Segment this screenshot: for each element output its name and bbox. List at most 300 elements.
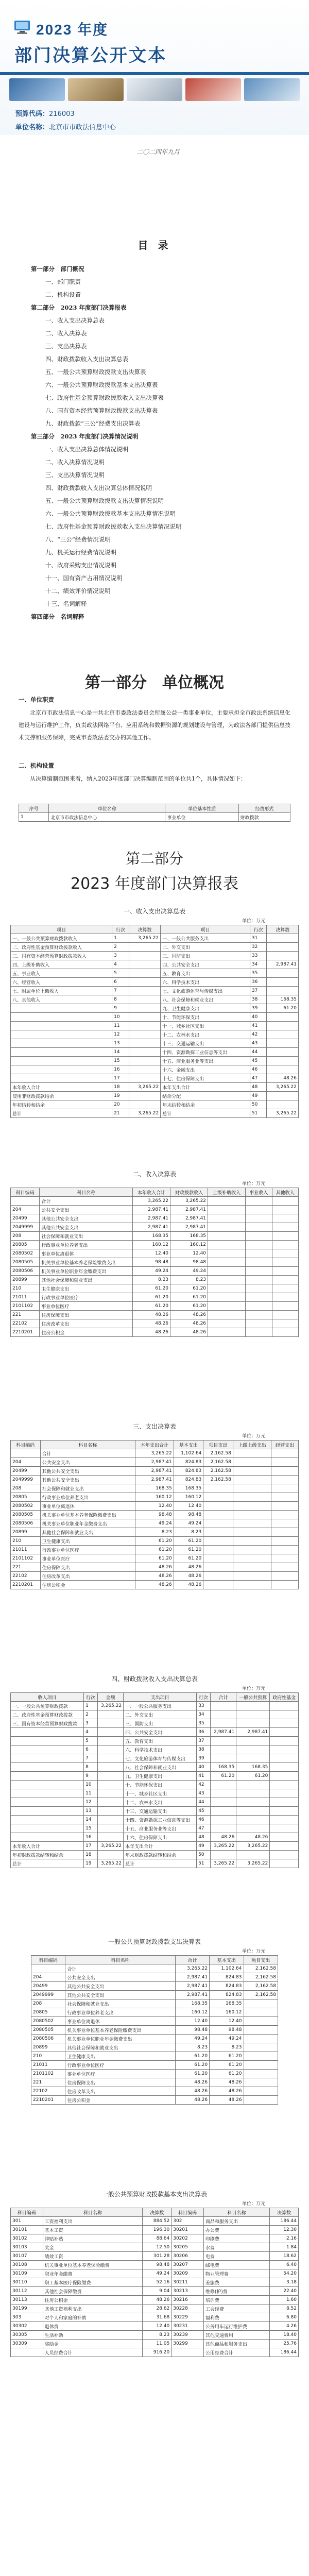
unit-name-line: [15, 122, 116, 131]
table-cell: 7: [112, 987, 129, 995]
table-cell: 37: [250, 987, 267, 995]
table-cell: [129, 1030, 160, 1039]
table-cell: [11, 1816, 84, 1824]
table-row: [11, 1293, 299, 1302]
table-row: [31, 2017, 278, 2026]
table-cell: 1.60: [269, 2296, 298, 2304]
table-cell: 2,162.58: [244, 1991, 278, 1999]
table-cell: 33: [250, 952, 267, 960]
table-row: [11, 934, 299, 943]
table-cell: 一、一般公共服务支出: [124, 1702, 197, 1710]
table-cell: 2,987.41: [175, 1973, 209, 1982]
table-cell: 8: [112, 995, 129, 1004]
table-cell: 34: [250, 960, 267, 969]
table-cell: [246, 1232, 272, 1241]
table-cell: 52.16: [143, 2278, 171, 2287]
part1-heading: 第一部分 单位概况: [85, 674, 224, 692]
table-cell: 住房公积金: [65, 2096, 175, 2105]
table-cell: [270, 1798, 299, 1807]
table-cell: [233, 1493, 271, 1502]
table-row: [11, 1241, 299, 1249]
table-cell: 2210201: [31, 2096, 65, 2105]
table-cell: [233, 1519, 271, 1528]
table-cell: 九、卫生健康支出: [161, 1004, 250, 1013]
table-cell: 行政事业单位医疗: [40, 1293, 133, 1302]
toc-item: 四、财政拨款收入支出决算总体情况说明: [45, 484, 152, 492]
table-cell: 33: [197, 1702, 211, 1710]
table-cell: [270, 1710, 299, 1719]
table-cell: 98.48: [210, 2026, 244, 2035]
table-row: [11, 1458, 299, 1467]
table-cell: 8.23: [175, 2043, 209, 2052]
table-cell: [267, 1048, 299, 1057]
toc-item: 第二部分 2023 年度部门决算报表: [31, 304, 127, 311]
table-cell: [246, 1284, 272, 1293]
table-cell: 43: [197, 1789, 211, 1798]
table-cell: [129, 1013, 160, 1022]
table-cell: 8.23: [133, 1276, 170, 1284]
table-cell: [129, 1057, 160, 1065]
table-cell: 30305: [11, 2331, 43, 2340]
table-row: [31, 2070, 278, 2078]
table-cell: 301.28: [143, 2252, 171, 2261]
table-cell: [208, 1267, 246, 1276]
table-cell: 3.18: [269, 2278, 298, 2287]
table-cell: [11, 1745, 84, 1754]
table-cell: 其他工资福利支出: [43, 2304, 143, 2313]
table-cell: 196.30: [143, 2226, 171, 2234]
table-cell: 160.12: [135, 1493, 174, 1502]
table-cell: 14: [84, 1816, 98, 1824]
table-cell: 生活补助: [43, 2331, 143, 2340]
table-cell: 6: [112, 978, 129, 987]
table-cell: 98.48: [143, 2261, 171, 2269]
table-cell: 61.20: [174, 1537, 203, 1546]
table-cell: 5: [112, 969, 129, 978]
table-cell: 61.20: [210, 2061, 244, 2070]
header-photo-strip: [9, 78, 300, 101]
table-cell: 卫生健康支出: [40, 1284, 133, 1293]
table-cell: 98.48: [175, 2026, 209, 2035]
table-cell: 三、国防支出: [124, 1719, 197, 1728]
toc-item: 五、一般公共预算财政拨款支出决算表: [45, 368, 146, 376]
table-cell: [129, 995, 160, 1004]
table-cell: 住房改革支出: [40, 1319, 133, 1328]
table1-caption: 一、收入支出决算总表: [123, 908, 185, 915]
table-cell: [97, 1816, 123, 1824]
table-cell: 1,102.64: [210, 1964, 244, 1973]
table-cell: 824.83: [210, 1973, 244, 1982]
table-row: [11, 1302, 299, 1311]
table-cell: 31: [250, 934, 267, 943]
table-cell: [271, 1476, 299, 1484]
table-cell: [244, 2052, 278, 2061]
table-cell: [270, 1781, 299, 1789]
table-cell: 七、文化旅游体育与传媒支出: [161, 987, 250, 995]
table-cell: 2101102: [31, 2070, 65, 2078]
table-cell: 30199: [11, 2304, 43, 2313]
table-cell: [270, 1789, 299, 1798]
table-cell: 88.64: [143, 2234, 171, 2243]
table-cell: [233, 1484, 271, 1493]
table-cell: 49.24: [170, 1267, 208, 1276]
table-row: [11, 1754, 299, 1763]
table-cell: 2,987.41: [135, 1467, 174, 1476]
table-cell: [271, 1546, 299, 1554]
table-cell: [236, 1719, 270, 1728]
fiscal-summary-table: [10, 1692, 299, 1868]
table-cell: [267, 952, 299, 960]
table-cell: 168.35: [210, 1763, 236, 1772]
table-cell: 18: [84, 1851, 98, 1859]
table-row: [11, 1039, 299, 1048]
table-cell: 61.20: [135, 1554, 174, 1563]
table-cell: [272, 1232, 299, 1241]
table-cell: 福利费: [203, 2313, 269, 2322]
table-row: [11, 1197, 299, 1206]
table-cell: 二、政府性基金预算财政拨款收入: [11, 943, 112, 952]
table-cell: 20: [112, 1100, 129, 1109]
table-cell: 48.26: [210, 2078, 244, 2087]
table-cell: 30211: [171, 2278, 204, 2287]
table-row: [11, 1022, 299, 1030]
table-cell: 48.26: [143, 2296, 171, 2304]
table-cell: 事业单位离退休: [65, 2017, 175, 2026]
table-cell: 51: [197, 1859, 211, 1868]
table-cell: [210, 1719, 236, 1728]
table-cell: 21011: [11, 1546, 41, 1554]
table-cell: 12.50: [143, 2243, 171, 2252]
table-row: [11, 1745, 299, 1754]
table-cell: [270, 1702, 299, 1710]
table-cell: 2,987.41: [133, 1214, 170, 1223]
table-cell: 其他公共安全支出: [65, 1982, 175, 1991]
table-cell: 二、外交支出: [124, 1710, 197, 1719]
table-cell: [270, 1763, 299, 1772]
table-cell: 30229: [171, 2313, 204, 2322]
table-cell: 48.26: [135, 1572, 174, 1581]
table-cell: 3,265.22: [267, 1109, 299, 1118]
table-cell: 7: [84, 1754, 98, 1763]
table-cell: 40: [250, 1013, 267, 1022]
table-row: [11, 1223, 299, 1232]
table-cell: 3,265.22: [267, 1083, 299, 1092]
table-cell: 八、社会保障和就业支出: [124, 1763, 197, 1772]
table-cell: [203, 1511, 233, 1519]
table-cell: [271, 1502, 299, 1511]
table-cell: [271, 1528, 299, 1537]
table-header-cell: 经费形式: [238, 804, 290, 813]
table-cell: 38: [250, 995, 267, 1004]
table-cell: 160.12: [210, 2008, 244, 2017]
table-cell: 3,265.22: [210, 1842, 236, 1851]
table-cell: [267, 987, 299, 995]
table-cell: 3,265.22: [175, 1964, 209, 1973]
table-cell: 48.26: [174, 1572, 203, 1581]
table-header-cell: 政府性基金: [270, 1693, 299, 1702]
table-cell: 824.83: [210, 1991, 244, 1999]
table-cell: [11, 1737, 84, 1745]
table-cell: 九、卫生健康支出: [124, 1772, 197, 1781]
table-cell: 35: [250, 969, 267, 978]
table-cell: [233, 1563, 271, 1572]
table-cell: 19: [84, 1859, 98, 1868]
table-header-row: [11, 2208, 299, 2217]
table-cell: 21: [112, 1109, 129, 1118]
table-cell: 商品和服务支出: [203, 2217, 269, 2226]
table-cell: 十、节能环保支出: [161, 1013, 250, 1022]
table-header-cell: 科目编码: [11, 1188, 40, 1197]
table-cell: [203, 1581, 233, 1589]
table-cell: 年末结转和结余: [161, 1100, 250, 1109]
table-cell: 2080506: [11, 1267, 40, 1276]
table-cell: 9: [112, 1004, 129, 1013]
table-cell: 机关事业单位职业年金缴费支出: [40, 1267, 133, 1276]
table-cell: 35: [197, 1719, 211, 1728]
cover-header: [0, 0, 309, 135]
table-row: [11, 1581, 299, 1589]
table-cell: [208, 1241, 246, 1249]
table-row: [11, 1842, 299, 1851]
toc-item: 一、收入支出决算总表: [45, 317, 105, 324]
table-row: [11, 969, 299, 978]
table-cell: [233, 1528, 271, 1537]
table-cell: 36: [197, 1728, 211, 1737]
table-cell: 十五、商业服务业等支出: [161, 1057, 250, 1065]
table-cell: 49.24: [210, 2035, 244, 2043]
table-cell: [246, 1206, 272, 1214]
table-cell: 44: [250, 1048, 267, 1057]
table-cell: 2: [84, 1710, 98, 1719]
table-cell: [11, 1065, 112, 1074]
table-cell: [129, 1074, 160, 1083]
table-cell: 机关事业单位职业年金缴费支出: [40, 1519, 135, 1528]
table-cell: 61.20: [174, 1554, 203, 1563]
table-row: [11, 2269, 299, 2278]
table-cell: [203, 1484, 233, 1493]
table-cell: [208, 1214, 246, 1223]
table-row: [31, 1964, 278, 1973]
table-row: [11, 1816, 299, 1824]
table-cell: [272, 1319, 299, 1328]
table-header-cell: 项目: [11, 925, 112, 934]
table-header-cell: 科目编码: [31, 1956, 65, 1964]
table-cell: [210, 1745, 236, 1754]
table-cell: 2049999: [11, 1476, 41, 1484]
table-row: [31, 1982, 278, 1991]
table-cell: 39: [197, 1754, 211, 1763]
table-cell: 303: [11, 2313, 43, 2322]
toc-title: 目 录: [138, 239, 171, 251]
table-cell: 八、社会保障和就业支出: [161, 995, 250, 1004]
table-cell: [203, 1537, 233, 1546]
table-cell: 工资福利支出: [43, 2217, 143, 2226]
table-cell: 合计: [40, 1197, 133, 1206]
table-cell: 48: [250, 1083, 267, 1092]
table-cell: [271, 1458, 299, 1467]
table-cell: [129, 987, 160, 995]
toc-list: [31, 263, 288, 623]
table-header-cell: 本年收入合计: [133, 1188, 170, 1197]
table6-unit: 单位：万元: [242, 2201, 266, 2207]
table-cell: [11, 1074, 112, 1083]
table-cell: 8.52: [269, 2304, 298, 2313]
table-cell: 总计: [124, 1859, 197, 1868]
table-cell: 3,265.22: [170, 1197, 208, 1206]
table-cell: [129, 1039, 160, 1048]
table-cell: 四、公共安全支出: [124, 1728, 197, 1737]
table-cell: 3,265.22: [97, 1859, 123, 1868]
table-cell: [236, 1851, 270, 1859]
table-cell: 奖金: [43, 2243, 143, 2252]
table-cell: [129, 1065, 160, 1074]
table-cell: [97, 1728, 123, 1737]
table-cell: [233, 1476, 271, 1484]
table-cell: [271, 1581, 299, 1589]
table-row: [11, 1859, 299, 1868]
table-cell: [271, 1519, 299, 1528]
table-row: [31, 2043, 278, 2052]
table-row: [11, 1502, 299, 1511]
table-cell: 五、教育支出: [124, 1737, 197, 1745]
table-cell: 49.24: [143, 2269, 171, 2278]
table-cell: 47: [250, 1074, 267, 1083]
table-cell: [270, 1754, 299, 1763]
table-cell: [11, 1833, 84, 1842]
table-cell: [272, 1328, 299, 1337]
table-cell: 机关事业单位基本养老保险缴费: [43, 2261, 143, 2269]
table-cell: 61.20: [267, 1004, 299, 1013]
table-cell: 公共安全支出: [40, 1206, 133, 1214]
table-cell: 总计: [161, 1109, 250, 1118]
table-cell: [129, 1092, 160, 1100]
table-cell: [271, 1449, 299, 1458]
table-cell: [11, 1039, 112, 1048]
table-row: [31, 1991, 278, 1999]
table-cell: 1,102.64: [174, 1449, 203, 1458]
table-cell: 48.26: [236, 1833, 270, 1842]
table-cell: 水费: [203, 2243, 269, 2252]
table-cell: 30201: [171, 2226, 204, 2234]
table-cell: [246, 1241, 272, 1249]
table-header-cell: 科目名称: [43, 2208, 143, 2217]
table-row: [11, 1789, 299, 1798]
table-cell: 20805: [11, 1493, 41, 1502]
table-cell: 17: [112, 1074, 129, 1083]
table-header-row: [11, 1188, 299, 1197]
table-cell: 住房改革支出: [40, 1572, 135, 1581]
table-cell: [272, 1267, 299, 1276]
toc-item: 七、政府性基金预算财政拨款收入支出决算表: [45, 394, 164, 401]
table-row: [11, 1563, 299, 1572]
table-row: [11, 1074, 299, 1083]
table-header-cell: 科目名称: [40, 1188, 133, 1197]
table-row: [11, 1528, 299, 1537]
table-row: [11, 1554, 299, 1563]
table-cell: [203, 1546, 233, 1554]
table-cell: 30102: [11, 2234, 43, 2243]
table-cell: 10: [84, 1781, 98, 1789]
table-cell: [129, 960, 160, 969]
table-cell: [270, 1728, 299, 1737]
table-header-cell: 财政拨款收入: [170, 1188, 208, 1197]
table-cell: 30110: [11, 2278, 43, 2287]
table-header-row: [11, 1693, 299, 1702]
table-cell: 3,265.22: [97, 1842, 123, 1851]
table-cell: 四、公共安全支出: [161, 960, 250, 969]
table-cell: 48.26: [133, 1328, 170, 1337]
table-cell: 18.62: [269, 2252, 298, 2261]
table-row: [11, 1048, 299, 1057]
table-cell: 168.35: [236, 1763, 270, 1772]
table-cell: 20899: [11, 1528, 41, 1537]
table-cell: 三、国有资本经营预算财政拨款收入: [11, 952, 112, 960]
table-cell: 301: [11, 2217, 43, 2226]
table-cell: 公用经费合计: [203, 2348, 269, 2357]
toc-item: 七、政府性基金预算财政拨款收入支出决算情况说明: [45, 523, 182, 530]
part2-heading-b: 2023 年度部门决算报表: [71, 875, 238, 893]
table-cell: 2080505: [31, 2026, 65, 2035]
table-row: [11, 1484, 299, 1493]
table-cell: 221: [11, 1563, 41, 1572]
table-cell: 职业年金缴费: [43, 2269, 143, 2278]
table-cell: 年初结转和结余: [11, 1100, 112, 1109]
toc-item: 四、财政拨款收入支出决算总表: [45, 355, 128, 363]
toc-item: 二、收入决算表: [45, 330, 87, 337]
table-cell: 8.23: [143, 2331, 171, 2340]
table-cell: [97, 1737, 123, 1745]
table-cell: 2080502: [11, 1249, 40, 1258]
table-cell: 住房改革支出: [65, 2087, 175, 2096]
income-table: [10, 1188, 299, 1337]
table-cell: [244, 2078, 278, 2087]
table-cell: 61.20: [133, 1293, 170, 1302]
table-header-cell: 科目名称: [203, 2208, 269, 2217]
table-cell: [97, 1851, 123, 1859]
table-row: [31, 2008, 278, 2017]
table-cell: 卫生健康支出: [65, 2052, 175, 2061]
table-cell: [244, 2008, 278, 2017]
table-header-cell: 项目: [161, 925, 250, 934]
table-row: [31, 1999, 278, 2008]
table-row: [11, 1065, 299, 1074]
table-cell: [129, 952, 160, 960]
table-cell: [203, 1528, 233, 1537]
table-cell: [11, 1807, 84, 1816]
table-cell: [233, 1546, 271, 1554]
table-cell: [210, 1754, 236, 1763]
table-row: [11, 1328, 299, 1337]
table-cell: 电费: [203, 2252, 269, 2261]
table-cell: 824.83: [174, 1467, 203, 1476]
table-cell: 34: [197, 1710, 211, 1719]
table-cell: 办公费: [203, 2226, 269, 2234]
table-cell: 12.40: [135, 1502, 174, 1511]
table-cell: [272, 1293, 299, 1302]
table-cell: 八、其他收入: [11, 995, 112, 1004]
table-cell: 2,987.41: [135, 1458, 174, 1467]
table-header-cell: 决算数: [269, 2208, 298, 2217]
table-cell: 三、国有资本经营预算财政拨款: [11, 1719, 84, 1728]
table-cell: 1.84: [269, 2243, 298, 2252]
table-row: [11, 1030, 299, 1039]
table-cell: 2080506: [31, 2035, 65, 2043]
table-cell: [208, 1223, 246, 1232]
table-cell: 9: [84, 1772, 98, 1781]
table-cell: 49: [250, 1092, 267, 1100]
table-header-cell: 行次: [112, 925, 129, 934]
table-cell: 卫生健康支出: [40, 1537, 135, 1546]
